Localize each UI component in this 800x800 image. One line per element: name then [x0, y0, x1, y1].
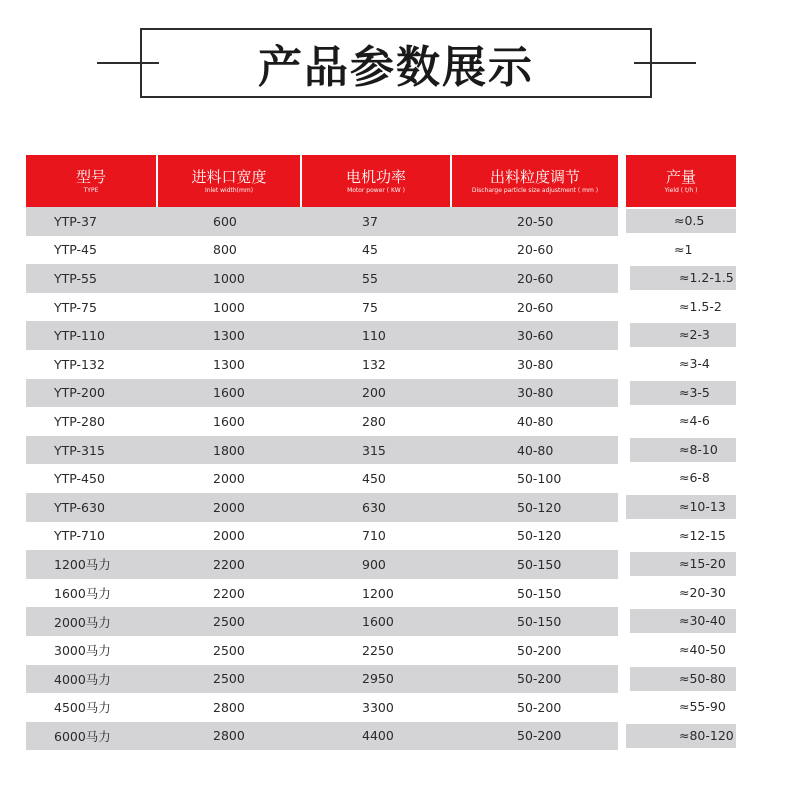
cell-inlet: 1300 [213, 328, 245, 344]
cell-power: 280 [362, 413, 386, 429]
spec-table [26, 155, 618, 750]
cell-discharge: 50-150 [517, 556, 562, 572]
cell-inlet: 2800 [213, 728, 245, 744]
header-yield-en: Yield ( t/h ) [664, 186, 698, 194]
cell-power: 900 [362, 556, 386, 572]
table-row [26, 464, 618, 493]
header-inlet-cn: 进料口宽度 [191, 167, 267, 186]
cell-power: 37 [362, 213, 378, 229]
cell-inlet: 800 [213, 242, 237, 258]
cell-yield: ≈80-120 [679, 727, 734, 743]
cell-discharge: 30-80 [517, 356, 554, 372]
cell-model: YTP-630 [54, 499, 105, 515]
yield-column [626, 155, 736, 743]
cell-discharge: 50-150 [517, 614, 562, 630]
header-yield-cn: 产量 [665, 167, 696, 186]
cell-model: YTP-75 [54, 299, 97, 315]
cell-discharge: 50-200 [517, 671, 562, 687]
cell-discharge: 20-60 [517, 242, 554, 258]
cell-power: 110 [362, 328, 386, 344]
header-discharge-cn: 出料粒度调节 [489, 167, 580, 186]
cell-yield: ≈40-50 [679, 642, 726, 657]
cell-power: 3300 [362, 699, 394, 715]
cell-discharge: 50-120 [517, 528, 562, 544]
header-model-cn: 型号 [75, 167, 106, 186]
table-row [26, 321, 618, 350]
cell-model: YTP-280 [54, 413, 105, 429]
header-inlet-en: Inlet width(mm) [204, 186, 254, 194]
cell-discharge: 50-100 [517, 471, 562, 487]
cell-yield: ≈15-20 [679, 556, 726, 572]
table-row [26, 293, 618, 322]
cell-power: 450 [362, 471, 386, 487]
table-row [26, 693, 618, 722]
cell-yield: ≈30-40 [679, 613, 726, 629]
cell-discharge: 30-60 [517, 328, 554, 344]
header-inlet [158, 155, 302, 207]
table-row [26, 607, 618, 636]
table-row [26, 407, 618, 436]
table-row [26, 493, 618, 522]
cell-power: 2250 [362, 642, 394, 658]
cell-inlet: 600 [213, 213, 237, 229]
table-row [26, 522, 618, 551]
header-power-cn: 电机功率 [345, 167, 406, 186]
table-row [26, 436, 618, 465]
cell-model: 3000马力 [54, 643, 111, 659]
table-row [26, 264, 618, 293]
cell-yield: ≈6-8 [679, 470, 710, 486]
cell-yield: ≈10-13 [679, 499, 726, 514]
title-frame [140, 28, 652, 98]
cell-model: YTP-110 [54, 328, 105, 344]
cell-model: YTP-45 [54, 242, 97, 258]
cell-discharge: 30-80 [517, 385, 554, 401]
cell-yield: ≈1.2-1.5 [679, 270, 734, 286]
cell-discharge: 20-50 [517, 213, 554, 229]
cell-yield: ≈1.5-2 [679, 298, 722, 314]
cell-power: 1200 [362, 585, 394, 601]
cell-model: YTP-200 [54, 385, 105, 401]
cell-power: 55 [362, 270, 378, 286]
table-header [26, 155, 618, 207]
cell-discharge: 40-80 [517, 442, 554, 458]
cell-power: 1600 [362, 614, 394, 630]
cell-model: YTP-315 [54, 442, 105, 458]
cell-inlet: 2000 [213, 528, 245, 544]
cell-power: 200 [362, 385, 386, 401]
cell-power: 45 [362, 242, 378, 258]
cell-inlet: 1300 [213, 356, 245, 372]
header-model [26, 155, 158, 207]
header-discharge-en: Discharge particle size adjustment ( mm ) [471, 186, 599, 194]
cell-inlet: 1000 [213, 299, 245, 315]
cell-model: 1200马力 [54, 557, 111, 573]
cell-model: YTP-37 [54, 213, 97, 229]
table-body [26, 207, 618, 750]
cell-discharge: 50-200 [517, 699, 562, 715]
header-power [302, 155, 452, 207]
table-row [26, 236, 618, 265]
cell-inlet: 2500 [213, 614, 245, 630]
cell-model: YTP-132 [54, 356, 105, 372]
cell-yield: ≈0.5 [674, 213, 705, 228]
cell-power: 4400 [362, 728, 394, 744]
table-row [26, 722, 618, 751]
header-discharge [452, 155, 618, 207]
cell-model: YTP-450 [54, 471, 105, 487]
cell-model: 1600马力 [54, 586, 111, 602]
cell-inlet: 1000 [213, 270, 245, 286]
cell-power: 132 [362, 356, 386, 372]
table-row [26, 665, 618, 694]
cell-discharge: 50-150 [517, 585, 562, 601]
cell-model: YTP-710 [54, 528, 105, 544]
cell-yield: ≈20-30 [679, 584, 726, 600]
cell-power: 315 [362, 442, 386, 458]
cell-yield: ≈1 [674, 241, 693, 257]
cell-discharge: 50-200 [517, 728, 562, 744]
cell-discharge: 50-120 [517, 499, 562, 515]
cell-model: 4500马力 [54, 700, 111, 716]
cell-inlet: 1600 [213, 385, 245, 401]
cell-model: 6000马力 [54, 728, 111, 744]
cell-inlet: 2500 [213, 671, 245, 687]
cell-inlet: 2200 [213, 585, 245, 601]
cell-inlet: 1800 [213, 442, 245, 458]
cell-yield: ≈50-80 [679, 670, 726, 686]
table-row [26, 579, 618, 608]
header-power-en: Motor power ( KW ) [347, 186, 405, 194]
cell-inlet: 1600 [213, 413, 245, 429]
cell-yield: ≈4-6 [679, 413, 710, 429]
cell-power: 630 [362, 499, 386, 515]
table-row [26, 350, 618, 379]
cell-inlet: 2000 [213, 499, 245, 515]
cell-yield: ≈12-15 [679, 527, 726, 543]
cell-inlet: 2000 [213, 471, 245, 487]
cell-inlet: 2500 [213, 642, 245, 658]
header-model-en: TYPE [83, 186, 99, 194]
cell-model: YTP-55 [54, 270, 97, 286]
cell-model: 2000马力 [54, 614, 111, 630]
cell-inlet: 2200 [213, 556, 245, 572]
page-title: 产品参数展示 [258, 42, 534, 93]
cell-yield: ≈8-10 [679, 441, 718, 457]
cell-yield: ≈3-4 [679, 356, 710, 371]
cell-discharge: 40-80 [517, 413, 554, 429]
cell-yield: ≈55-90 [679, 699, 726, 715]
cell-discharge: 50-200 [517, 642, 562, 658]
table-row [26, 379, 618, 408]
cell-model: 4000马力 [54, 671, 111, 687]
cell-yield: ≈3-5 [679, 384, 710, 400]
cell-yield: ≈2-3 [679, 327, 710, 343]
cell-inlet: 2800 [213, 699, 245, 715]
cell-discharge: 20-60 [517, 270, 554, 286]
cell-discharge: 20-60 [517, 299, 554, 315]
header-yield [626, 155, 736, 207]
table-row [26, 550, 618, 579]
table-row [26, 207, 618, 236]
cell-power: 710 [362, 528, 386, 544]
table-row [26, 636, 618, 665]
cell-power: 2950 [362, 671, 394, 687]
cell-power: 75 [362, 299, 378, 315]
